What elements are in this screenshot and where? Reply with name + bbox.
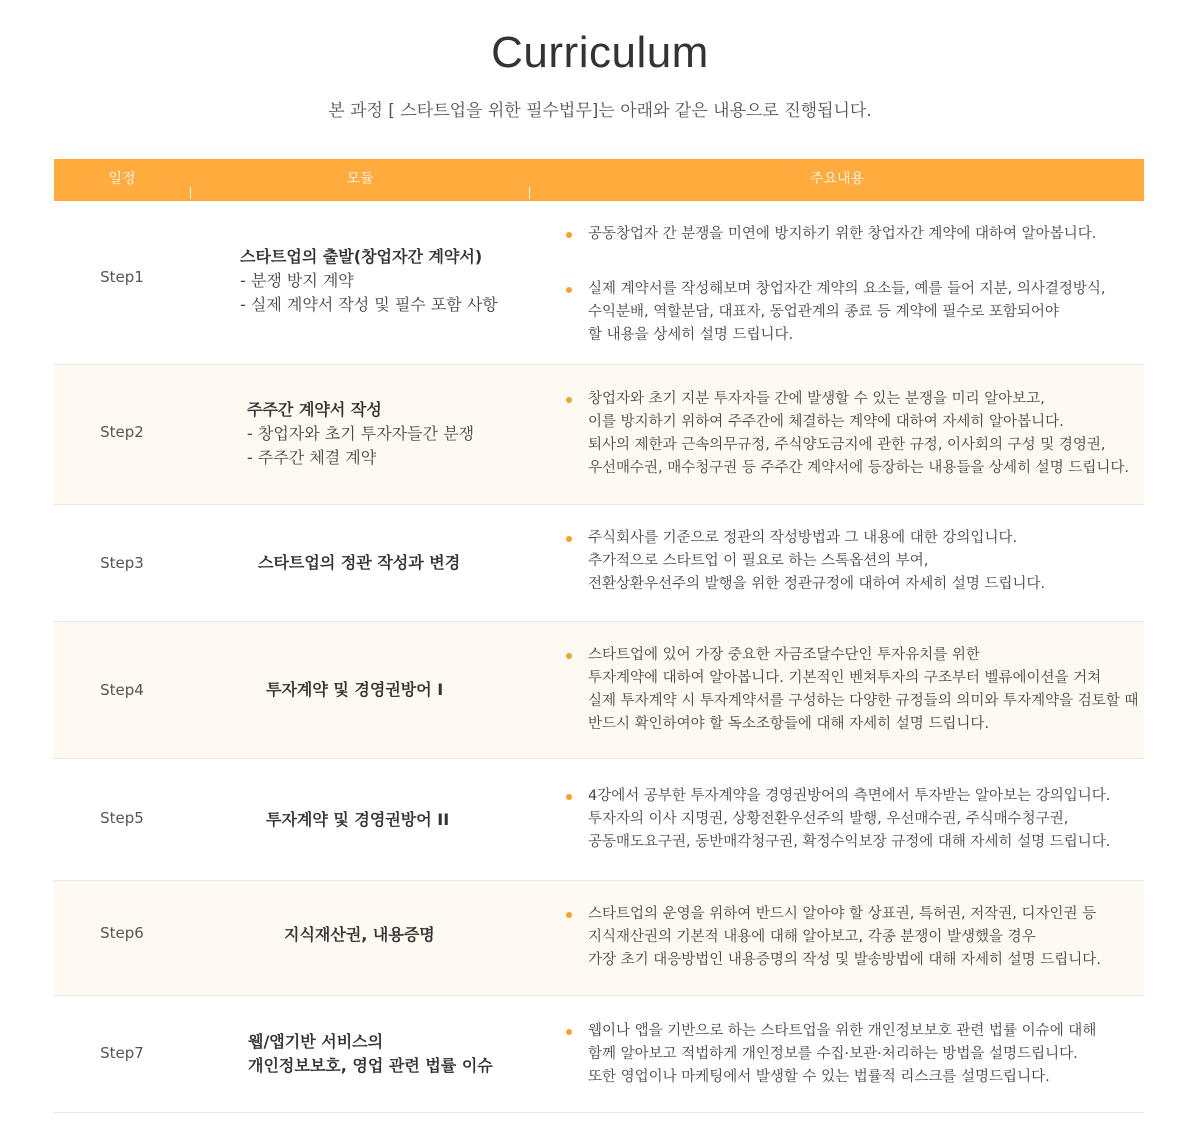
content-line: 할 내용을 상세히 설명 드립니다. — [588, 327, 794, 343]
content-bullet — [566, 278, 1140, 347]
content-line: 퇴사의 제한과 근속의무규정, 주식양도금지에 관한 규정, 이사회의 구성 및 경영권, — [588, 437, 1106, 453]
module-title: 주주간 계약서 작성 — [247, 400, 382, 419]
content-cell — [566, 388, 1140, 480]
step-label: Step1 — [100, 268, 144, 286]
step-label: Step4 — [100, 681, 144, 699]
header-content: 주요내용 — [809, 171, 865, 187]
page-subtitle: 본 과정 [ 스타트업을 위한 필수법무]는 아래와 같은 내용으로 진행됩니다. — [328, 101, 872, 121]
module-title-line2: 개인정보보호, 영업 관련 법률 이슈 — [248, 1056, 493, 1075]
module-title: 웹/앱기반 서비스의 — [248, 1032, 384, 1051]
bullet-dot-icon — [566, 653, 572, 659]
step-label: Step3 — [100, 554, 144, 572]
content-cell — [566, 1020, 1140, 1089]
content-bullet — [566, 903, 1140, 972]
bullet-dot-icon — [566, 1029, 572, 1035]
table-header — [54, 159, 1144, 201]
content-line: 실제 투자계약 시 투자계약서를 구성하는 다양한 규정들의 의미와 투자계약을 검토할 때 — [588, 693, 1139, 709]
module-subitem: - 창업자와 초기 투자자들간 분쟁 — [247, 424, 475, 443]
bullet-dot-icon — [566, 912, 572, 918]
module-title: 투자계약 및 경영권방어 I — [266, 680, 444, 699]
module-cell — [240, 245, 580, 317]
table-row — [54, 505, 1144, 622]
bullet-dot-icon — [566, 397, 572, 403]
content-line: 스타트업의 운영을 위하여 반드시 알아야 할 상표권, 특허권, 저작권, 디자인권 등 — [588, 906, 1097, 922]
table-row — [54, 622, 1144, 759]
content-line: 수익분배, 역할분담, 대표자, 동업관계의 종료 등 계약에 필수로 포함되어야 — [588, 304, 1059, 320]
module-title: 지식재산권, 내용증명 — [284, 925, 435, 944]
module-title: 스타트업의 정관 작성과 변경 — [258, 553, 461, 572]
content-bullet — [566, 388, 1140, 480]
table-row — [54, 881, 1144, 996]
module-cell — [266, 678, 606, 702]
module-cell — [247, 398, 587, 470]
content-line: 전환상환우선주의 발행을 위한 정관규정에 대하여 자세히 설명 드립니다. — [588, 576, 1046, 592]
bullet-dot-icon — [566, 232, 572, 238]
content-line: 창업자와 초기 지분 투자자들 간에 발생할 수 있는 분쟁을 미리 알아보고, — [588, 391, 1045, 407]
module-cell — [266, 808, 606, 832]
module-cell — [248, 1030, 588, 1078]
content-line: 4강에서 공부한 투자계약을 경영권방어의 측면에서 투자받는 알아보는 강의입니다. — [588, 788, 1111, 804]
header-module: 모듈 — [346, 171, 374, 187]
content-line: 반드시 확인하여야 할 독소조항들에 대해 자세히 설명 드립니다. — [588, 716, 990, 732]
curriculum-table — [54, 159, 1144, 1113]
content-bullet — [566, 785, 1140, 854]
content-cell — [566, 527, 1140, 596]
header-schedule: 일정 — [108, 171, 136, 187]
content-line: 스타트업에 있어 가장 중요한 자금조달수단인 투자유치를 위한 — [588, 647, 980, 663]
content-line: 지식재산권의 기본적 내용에 대해 알아보고, 각종 분쟁이 발생했을 경우 — [588, 929, 1036, 945]
table-row — [54, 759, 1144, 881]
step-label: Step6 — [100, 924, 144, 942]
content-cell — [566, 644, 1140, 736]
module-title: 투자계약 및 경영권방어 II — [266, 810, 450, 829]
content-line: 투자계약에 대하여 알아봅니다. 기본적인 벤쳐투자의 구조부터 벨류에이션을 거쳐 — [588, 670, 1102, 686]
content-line: 함께 알아보고 적법하게 개인정보를 수집·보관·처리하는 방법을 설명드립니다. — [588, 1046, 1078, 1062]
content-line: 투자자의 이사 지명권, 상황전환우선주의 발행, 우선매수권, 주식매수청구권, — [588, 811, 1069, 827]
content-line: 주식회사를 기준으로 정관의 작성방법과 그 내용에 대한 강의입니다. — [588, 530, 1018, 546]
content-line: 추가적으로 스타트업 이 필요로 하는 스톡옵션의 부여, — [588, 553, 929, 569]
module-subitem: - 분쟁 방지 계약 — [240, 271, 354, 290]
content-line: 가장 초기 대응방법인 내용증명의 작성 및 발송방법에 대해 자세히 설명 드립니다. — [588, 952, 1101, 968]
module-subitem: - 주주간 체결 계약 — [247, 448, 377, 467]
content-bullet — [566, 644, 1140, 736]
content-cell — [566, 903, 1140, 972]
content-bullet — [566, 1020, 1140, 1089]
step-label: Step5 — [100, 809, 144, 827]
content-bullet — [566, 223, 1140, 246]
content-line: 웹이나 앱을 기반으로 하는 스타트업을 위한 개인정보보호 관련 법률 이슈에 대해 — [588, 1023, 1097, 1039]
table-row — [54, 365, 1144, 505]
content-cell — [566, 223, 1140, 347]
page-title: Curriculum — [491, 28, 709, 77]
bullet-dot-icon — [566, 536, 572, 542]
content-cell — [566, 785, 1140, 854]
module-subitem: - 실제 계약서 작성 및 필수 포함 사항 — [240, 295, 498, 314]
content-line: 이를 방지하기 위하여 주주간에 체결하는 계약에 대하여 자세히 알아봅니다. — [588, 414, 1064, 430]
step-label: Step7 — [100, 1044, 144, 1062]
bullet-dot-icon — [566, 794, 572, 800]
content-line: 실제 계약서를 작성해보며 창업자간 계약의 요소들, 예를 들어 지분, 의사결정방식, — [588, 281, 1106, 297]
content-line: 공동창업자 간 분쟁을 미연에 방지하기 위한 창업자간 계약에 대하여 알아봅니다. — [588, 226, 1097, 242]
content-line: 우선매수권, 매수청구권 등 주주간 계약서에 등장하는 내용들을 상세히 설명 드립니다. — [588, 460, 1129, 476]
content-line: 또한 영업이나 마케팅에서 발생할 수 있는 법률적 리스크를 설명드립니다. — [588, 1069, 1050, 1085]
table-body — [54, 201, 1144, 1113]
module-title: 스타트업의 출발(창업자간 계약서) — [240, 247, 483, 266]
table-row — [54, 996, 1144, 1113]
module-cell — [258, 551, 598, 575]
content-line: 공동매도요구권, 동반매각청구권, 확정수익보장 규정에 대해 자세히 설명 드립니다. — [588, 834, 1111, 850]
bullet-dot-icon — [566, 287, 572, 293]
step-label: Step2 — [100, 423, 144, 441]
table-row — [54, 201, 1144, 365]
content-bullet — [566, 527, 1140, 596]
